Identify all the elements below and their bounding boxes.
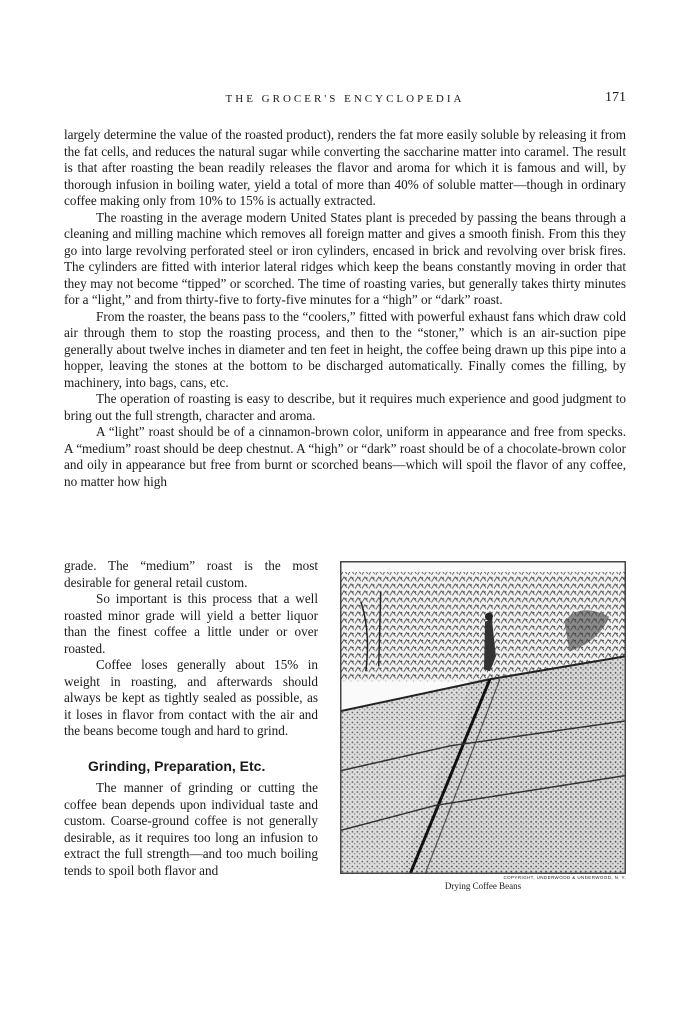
- page-header: [64, 90, 626, 113]
- coffee-drying-photo: [340, 561, 626, 874]
- lower-section: [64, 558, 626, 898]
- paragraph: The operation of roasting is easy to describe, but it requires much experience and good judgment to bring out the full strength, character and aroma.: [64, 391, 626, 423]
- paragraph: The roasting in the average modern United States plant is preceded by passing the beans through a cleaning and milling machine which removes all foreign matter and gives a smooth finish. From this they go into large revolving perforated steel or iron cylinders, encased in brick and revolving over brisk fires. The cylinders are fitted with interior lateral ridges which keep the beans constantly moving in order that they may not become “tipped” or scorched. The time of roasting varies, but generally takes thirty minutes for a “light,” and from thirty-five to forty-five minutes for a “high” or “dark” roast.: [64, 209, 626, 307]
- paragraph: largely determine the value of the roasted product), renders the fat more easily soluble by releasing it from the fat cells, and reduces the natural sugar while converting the saccharine matter into caramel. The result is that after roasting the bean readily releases the flavor and aroma for which it is famous and will, by thorough infusion in boiling water, yield a total of more than 40% of soluble matter—though in ordinary coffee making only from 10% to 15% is actually extracted.: [64, 127, 626, 208]
- paragraph: A “light” roast should be of a cinnamon-brown color, uniform in appearance and free from specks. A “medium” roast should be deep chestnut. A “high” or “dark” roast should be of a chocolate-brown color and oily in appearance but free from burnt or scorched beans—which will spoil the flavor of any coffee, no matter how high: [64, 424, 626, 489]
- paragraph: So important is this process that a well roasted minor grade will yield a better liquor than the finest coffee a little under or over roasted.: [64, 591, 318, 656]
- figure: [340, 561, 626, 891]
- photo-credit: COPYRIGHT, UNDERWOOD & UNDERWOOD, N. Y.: [503, 875, 626, 880]
- body-text: [64, 127, 626, 490]
- paragraph: Coffee loses generally about 15% in weight in roasting, and afterwards should always be kept as tightly sealed as possible, as it loses in flavor from contact with the air and the beans become tough and hard to grind.: [64, 657, 318, 738]
- page-number: 171: [605, 90, 626, 105]
- paragraph: grade. The “medium” roast is the most desirable for general retail custom.: [64, 558, 318, 590]
- text-column: [64, 558, 318, 879]
- section-heading: Grinding, Preparation, Etc.: [88, 757, 266, 774]
- running-title: THE GROCER'S ENCYCLOPEDIA: [225, 93, 465, 105]
- paragraph: The manner of grinding or cutting the coffee bean depends upon individual taste and custom. Coarse-ground coffee is not generally desirable, as it requires too long an infusion to extract the full strength—and too much boiling tends to spoil both flavor and: [64, 780, 318, 878]
- figure-caption: Drying Coffee Beans: [444, 881, 522, 891]
- paragraph: From the roaster, the beans pass to the “coolers,” fitted with powerful exhaust fans which draw cold air through them to stop the roasting process, and then to the “stoner,” which is an air-suction pipe generally about twelve inches in diameter and ten feet in height, the coffee being drawn up this pipe into a hopper, leaving the stones at the bottom to be discharged automatically. Finally comes the filling, by machinery, into bags, cans, etc.: [64, 308, 626, 390]
